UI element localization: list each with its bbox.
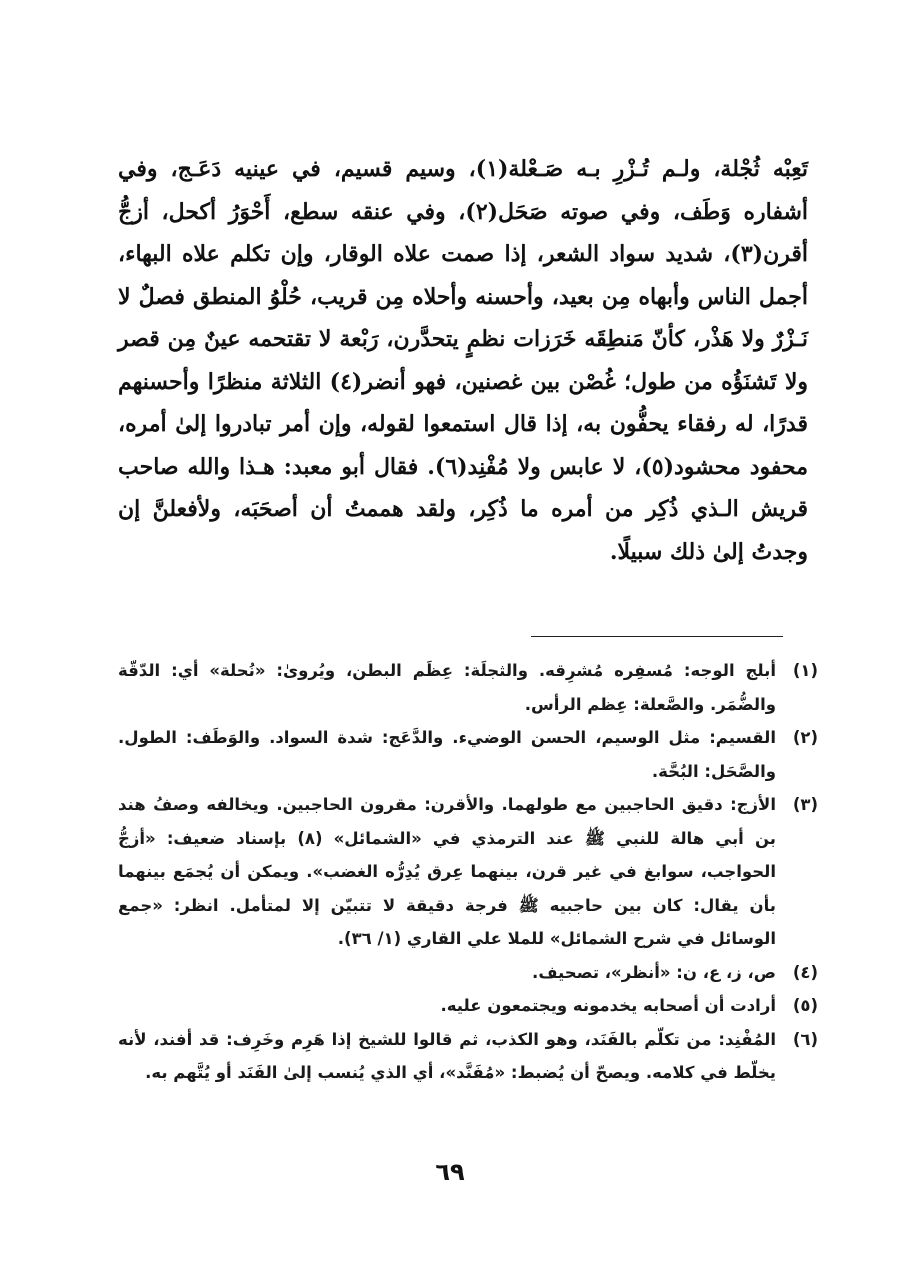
footnotes-section <box>118 654 818 1090</box>
footnote-text: الأزج: دقيق الحاجبين مع طولهما. والأقرن: مقرون الحاجبين. ويخالفه وصفُ هند بن أبي هالة للنبي ﷺ عند الترمذي في «الشمائل» (٨) بإسناد ضعيف: «أزجُّ الحواجب، سوابغ في غير قرن، بينهما عِرق يُدِرُّه الغضب». ويمكن أن يُجمَع بينهما بأن يقال: كان بين حاجبيه ﷺ فرجة دقيقة لا تتبيّن إلا لمتأمل. انظر: «جمع الوسائل في شرح الشمائل» للملا علي القاري (١/ ٣٦). <box>118 795 776 948</box>
main-paragraph: تَعِبْه ثُجْلة، ولـم تُـزْرِ بـه صَـعْلة(١)، وسيم قسيم، في عينيه دَعَـج، وفي أشفاره وَطَف، وفي صوته صَحَل(٢)، وفي عنقه سطع، أَحْوَرُ أكحل، أزجُّ أقرن(٣)، شديد سواد الشعر، إذا صمت علاه الوقار، وإن تكلم علاه البهاء، أجمل الناس وأبهاه مِن بعيد، وأحسنه وأحلاه مِن قريب، حُلْوُ المنطق فصلٌ لا نَـزْرٌ ولا هَذْر، كأنّ مَنطِقَه خَرَزات نظمٍ يتحدَّرن، رَبْعة لا تقتحمه عينٌ مِن قصر ولا تَشنَؤُه من طول؛ غُصْن بين غصنين، فهو أنضر(٤) الثلاثة منظرًا وأحسنهم قدرًا، له رفقاء يحفُّون به، إذا قال استمعوا لقوله، وإن أمر تبادروا إلىٰ أمره، محفود محشود(٥)، لا عابس ولا مُفْنِد(٦). فقال أبو معبد: هـذا والله صاحب قريش الـذي ذُكِر من أمره ما ذُكِر، ولقد هممتُ أن أصحَبَه، ولأفعلنَّ إن وجدتُ إلىٰ ذلك سبيلًا. <box>118 156 809 565</box>
footnote-number: (٤) <box>792 962 818 982</box>
footnote-text: أرادت أن أصحابه يخدمونه ويجتمعون عليه. <box>440 996 776 1015</box>
footnote-number: (٣) <box>792 795 818 814</box>
footnote-3 <box>118 788 818 956</box>
footnote-divider <box>531 636 783 637</box>
footnote-text: المُفْنِد: من تكلّم بالفَنَد، وهو الكذب، ثم قالوا للشيخ إذا هَرِم وخَرِف: قد أفند، لأنه يخلّط في كلامه. ويصحّ أن يُضبط: «مُفَنَّد»، أي الذي يُنسب إلىٰ الفَنَد أو يُتَّهم به. <box>118 1029 776 1082</box>
footnote-text: أبلج الوجه: مُسفِره مُشرِقه. والثجلَة: عِظَم البطن، ويُروىٰ: «نُحلة» أي: الدّقّة والضُّمَر. والصَّعلة: عِظم الرأس. <box>118 661 776 714</box>
footnote-number: (٥) <box>792 996 818 1015</box>
footnote-5 <box>118 989 818 1023</box>
page-number: ٦٩ <box>435 1158 465 1186</box>
footnote-number: (١) <box>792 661 818 680</box>
footnote-2 <box>118 721 818 788</box>
footnote-number: (٦) <box>792 1029 818 1049</box>
footnote-1 <box>118 654 818 721</box>
footnote-number: (٢) <box>792 728 818 747</box>
footnote-6 <box>118 1023 818 1090</box>
main-text-block <box>118 148 808 573</box>
footnote-text: ص، ز، ع، ن: «أنظر»، تصحيف. <box>532 962 776 982</box>
footnote-text: القسيم: مثل الوسيم، الحسن الوضيء. والدَّعَج: شدة السواد. والوَطَف: الطول. والصَّحَل: البُحَّة. <box>118 728 776 781</box>
footnote-4 <box>118 956 818 990</box>
